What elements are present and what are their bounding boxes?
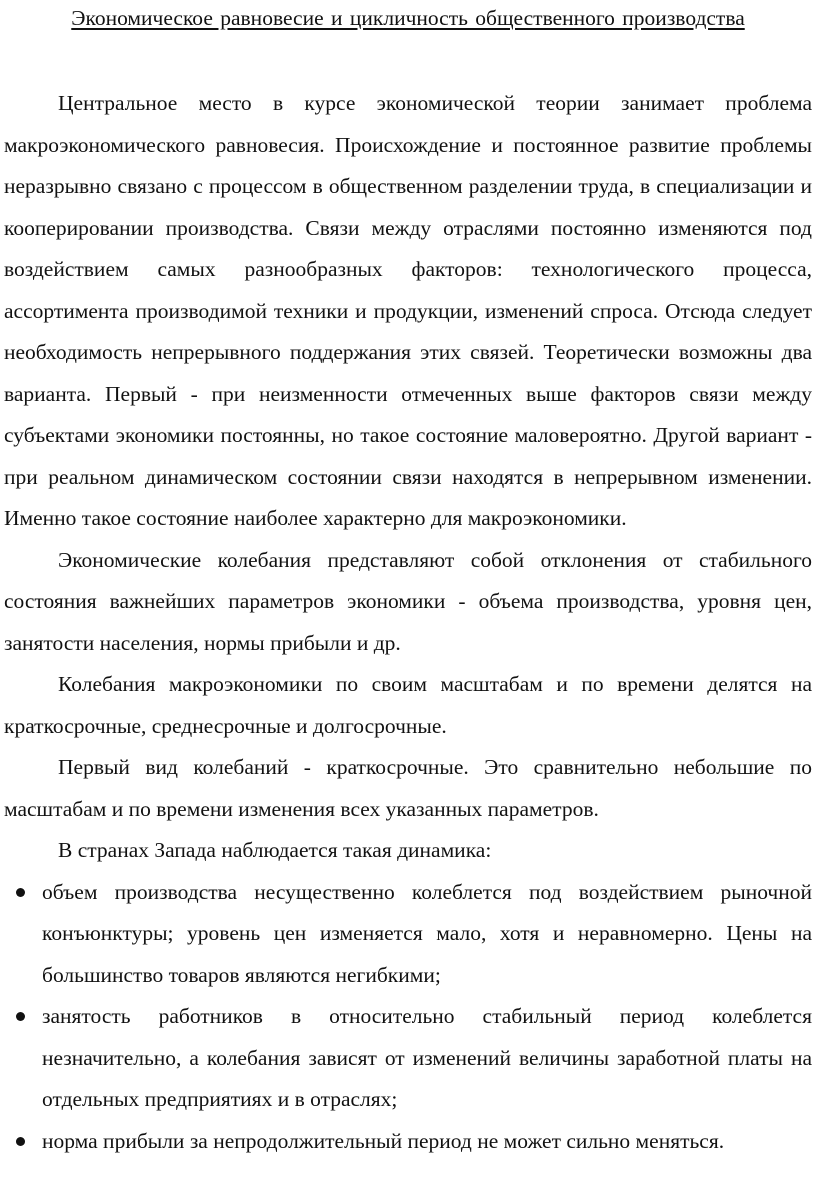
paragraph-western-dynamics: В странах Запада наблюдается такая динамика: [58, 838, 492, 862]
bullet-text: норма прибыли за непродолжительный период не может сильно меняться. [42, 1128, 725, 1153]
paragraph-equilibrium: Центральное место в курсе экономической теории занимает проблема макроэкономического равновесия. Происхождение и постоянное развитие проблемы неразрывно связано с процессом в общественном разделении труда, в специализации и кооперировании производства. Связи между отраслями постоянно изменяются под воздействием самых разнообразных факторов: технологического процесса, ассортимента производимой техники и продукции, изменений спроса. Отсюда следует необходимость непрерывного поддержания этих связей. Теоретически возможны два варианта. Первый - при неизменности отмеченных выше факторов связи между субъектами экономики постоянны, но такое состояние маловероятно. Другой вариант - при реальном динамическом состоянии связи находятся в непрерывном изменении. Именно такое состояние наиболее характерно для макроэкономики. [4, 91, 812, 530]
list-item [4, 1121, 812, 1163]
document-title: Экономическое равновесие и цикличность общественного производства [71, 6, 745, 30]
bullet-text: занятость работников в относительно стабильный период колеблется незначительно, а колебания зависят от изменений величины заработной платы на отдельных предприятиях и в отраслях; [42, 1004, 812, 1111]
paragraph-fluctuations: Экономические колебания представляют собой отклонения от стабильного состояния важнейших параметров экономики - объема производства, уровня цен, занятости населения, нормы прибыли и др. [4, 547, 812, 655]
paragraph-classification: Колебания макроэкономики по своим масштабам и по времени делятся на краткосрочные, среднесрочные и долгосрочные. [4, 672, 812, 738]
bullet-dot-icon [16, 1137, 25, 1146]
list-item [4, 996, 812, 1121]
bullet-dot-icon [16, 888, 25, 897]
paragraph-short-term: Первый вид колебаний - краткосрочные. Это сравнительно небольшие по масштабам и по времени изменения всех указанных параметров. [4, 755, 812, 821]
bullet-text: объем производства несущественно колеблется под воздействием рыночной конъюнктуры; уровень цен изменяется мало, хотя и неравномерно. Цены на большинство товаров являются негибкими; [42, 879, 812, 987]
dynamics-bullet-list [4, 872, 812, 1163]
title-spacer [4, 33, 812, 83]
list-item [4, 872, 812, 997]
bullet-dot-icon [16, 1012, 25, 1021]
